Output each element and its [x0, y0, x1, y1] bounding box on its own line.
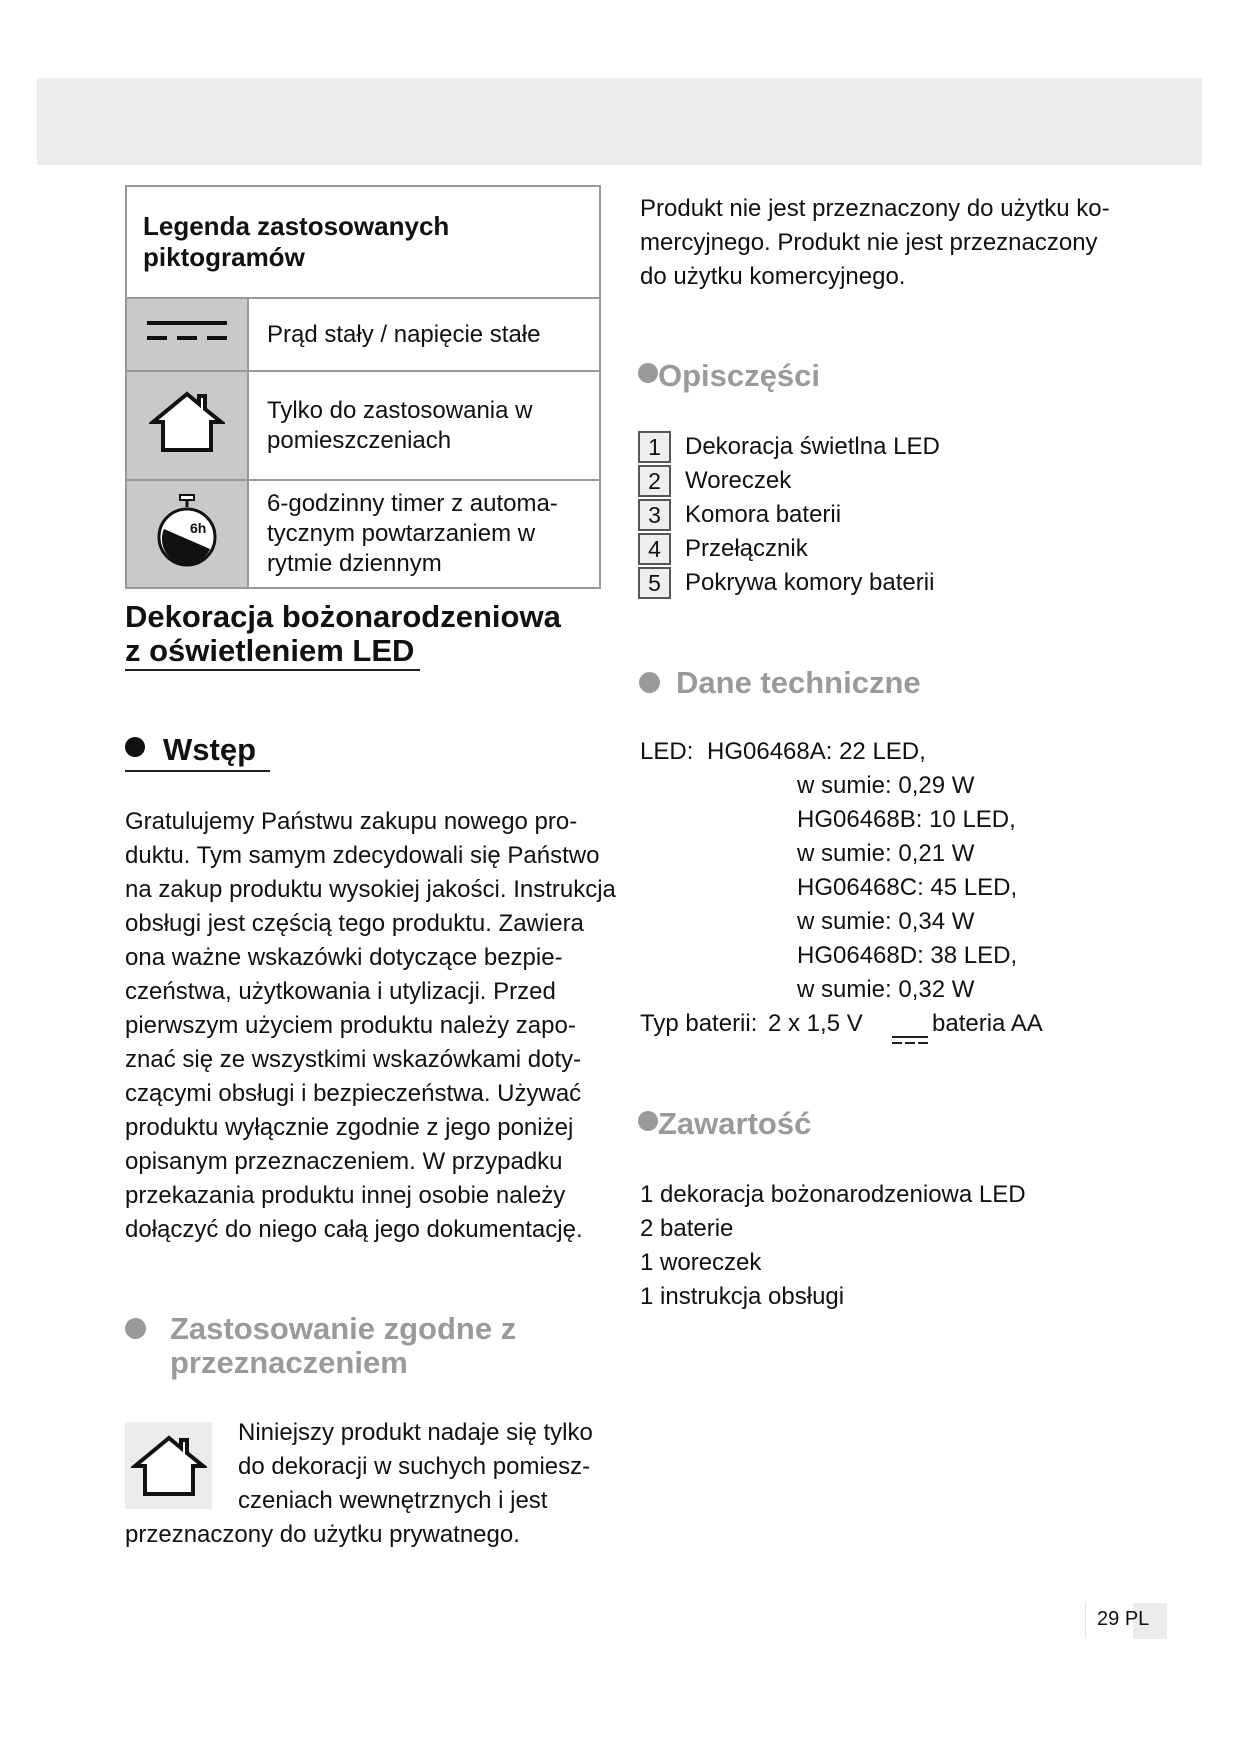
heading-line: Zastosowanie zgodne z — [170, 1311, 517, 1346]
text-line: opisanym przeznaczeniem. W przypadku — [125, 1148, 563, 1175]
list-item — [638, 430, 940, 464]
text-line: duktu. Tym samym zdecydowali się Państwo — [125, 842, 600, 869]
contents-list — [640, 1178, 1026, 1314]
parts-heading-text: Opisczęści — [658, 358, 820, 393]
part-number: 1 — [638, 431, 671, 463]
product-title — [125, 600, 561, 668]
svg-text:6h: 6h — [190, 519, 207, 536]
page-number — [1097, 1608, 1149, 1631]
text-line: czeniach wewnętrznych i jest — [238, 1487, 548, 1514]
direct-current-icon — [892, 1022, 928, 1056]
legend-title — [126, 186, 600, 298]
bullet-icon — [638, 1111, 658, 1131]
battery-label: Typ baterii: — [640, 1010, 758, 1037]
legend-text-line: 6-godzinny timer z automa- — [267, 490, 558, 517]
heading-underline — [125, 770, 270, 772]
battery-type: bateria AA — [932, 1010, 1043, 1037]
commercial-use-text — [640, 192, 1110, 294]
led-sum: w sumie: 0,34 W — [797, 908, 975, 935]
text-line: przeznaczony do użytku prywatnego. — [125, 1521, 520, 1548]
legend-title-line: Legenda zastosowanych — [143, 211, 450, 241]
text-line: obsługi jest częścią tego produktu. Zawiera — [125, 910, 584, 937]
heading-line: przeznaczeniem — [170, 1345, 408, 1380]
bullet-icon — [638, 363, 658, 383]
legend-row-text — [248, 371, 600, 480]
led-sum: w sumie: 0,29 W — [797, 772, 975, 799]
product-title-line: Dekoracja bożonarodzeniowa — [125, 599, 561, 634]
legend-title-line: piktogramów — [143, 242, 305, 272]
list-item: 1 woreczek — [640, 1249, 762, 1276]
legend-row-text — [248, 480, 600, 588]
part-label: Woreczek — [685, 467, 792, 494]
legend-text-line: tycznym powtarzaniem w — [267, 520, 536, 547]
bullet-icon — [125, 1318, 146, 1339]
text-line: Niniejszy produkt nadaje się tylko — [238, 1419, 593, 1446]
footer-divider — [1085, 1602, 1086, 1638]
text-line: Gratulujemy Państwu zakupu nowego pro- — [125, 808, 578, 835]
legend-text-line: pomieszczeniach — [267, 426, 452, 454]
house-icon — [126, 371, 248, 480]
text-line: do użytku komercyjnego. — [640, 263, 906, 290]
list-item: 1 instrukcja obsługi — [640, 1283, 845, 1310]
part-label: Komora baterii — [685, 501, 842, 528]
timer-6h-icon — [126, 480, 248, 588]
house-icon — [125, 1422, 212, 1509]
text-line: ona ważne wskazówki dotyczące bezpie- — [125, 944, 563, 971]
text-line: czeństwa, użytkowania i utylizacji. Przed — [125, 978, 556, 1005]
product-title-line: z oświetleniem LED — [125, 633, 415, 668]
legend-text-line: Prąd stały / napięcie stałe — [267, 320, 541, 348]
list-item: 1 dekoracja bożonarodzeniowa LED — [640, 1181, 1026, 1208]
text-line: do dekoracji w suchych pomiesz- — [238, 1453, 591, 1480]
intended-use-text-cont — [125, 1518, 520, 1552]
part-number: 5 — [638, 567, 671, 599]
bullet-icon — [639, 672, 660, 693]
tech-specs — [640, 735, 1200, 1041]
contents-heading-text: Zawartość — [658, 1106, 812, 1141]
header-band — [37, 78, 1202, 165]
part-number: 4 — [638, 533, 671, 565]
list-item — [638, 464, 940, 498]
led-sum: w sumie: 0,32 W — [797, 976, 975, 1003]
text-line: dołączyć do niego całą jego dokumentację. — [125, 1216, 583, 1243]
text-line: mercyjnego. Produkt nie jest przeznaczony — [640, 229, 1098, 256]
text-line: Produkt nie jest przeznaczony do użytku ko- — [640, 195, 1110, 222]
list-item: 2 baterie — [640, 1215, 734, 1242]
intended-use-text — [238, 1416, 593, 1518]
part-number: 3 — [638, 499, 671, 531]
led-model: HG06468C: 45 LED, — [797, 874, 1018, 901]
list-item — [638, 498, 940, 532]
intro-paragraph — [125, 805, 616, 1247]
title-underline — [125, 669, 420, 671]
pictogram-legend-table — [125, 185, 601, 589]
intended-use-heading — [170, 1312, 516, 1380]
part-number: 2 — [638, 465, 671, 497]
led-model: HG06468A: 22 LED, — [707, 738, 926, 765]
language-code: PL — [1124, 1608, 1150, 1630]
parts-list — [638, 430, 940, 600]
text-line: czącymi obsługi i bezpieczeństwa. Używać — [125, 1080, 582, 1107]
text-line: znać się ze wszystkimi wskazówkami doty- — [125, 1046, 582, 1073]
legend-row-text — [248, 298, 600, 371]
text-line: przekazania produktu innej osobie należy — [125, 1182, 566, 1209]
legend-text-line: Tylko do zastosowania w — [267, 396, 533, 424]
text-line: na zakup produktu wysokiej jakości. Instrukcja — [125, 876, 616, 903]
direct-current-icon — [126, 298, 248, 371]
led-sum: w sumie: 0,21 W — [797, 840, 975, 867]
led-model: HG06468D: 38 LED, — [797, 942, 1018, 969]
contents-heading — [638, 1106, 811, 1142]
page-number-value: 29 — [1097, 1608, 1120, 1630]
part-label: Przełącznik — [685, 535, 808, 562]
led-model: HG06468B: 10 LED, — [797, 806, 1016, 833]
part-label: Dekoracja świetlna LED — [685, 433, 940, 460]
text-line: produktu wyłącznie zgodnie z jego poniżej — [125, 1114, 574, 1141]
tech-heading: Dane techniczne — [676, 665, 921, 700]
bullet-icon — [125, 737, 145, 757]
list-item — [638, 566, 940, 600]
battery-value: 2 x 1,5 V — [768, 1010, 863, 1037]
legend-text-line: rytmie dziennym — [267, 550, 442, 577]
led-label: LED: — [640, 738, 694, 765]
intro-heading-text: Wstęp — [163, 732, 256, 767]
parts-heading — [638, 358, 820, 394]
list-item — [638, 532, 940, 566]
intro-heading — [125, 732, 256, 768]
text-line: pierwszym użyciem produktu należy zapo- — [125, 1012, 576, 1039]
part-label: Pokrywa komory baterii — [685, 569, 935, 596]
